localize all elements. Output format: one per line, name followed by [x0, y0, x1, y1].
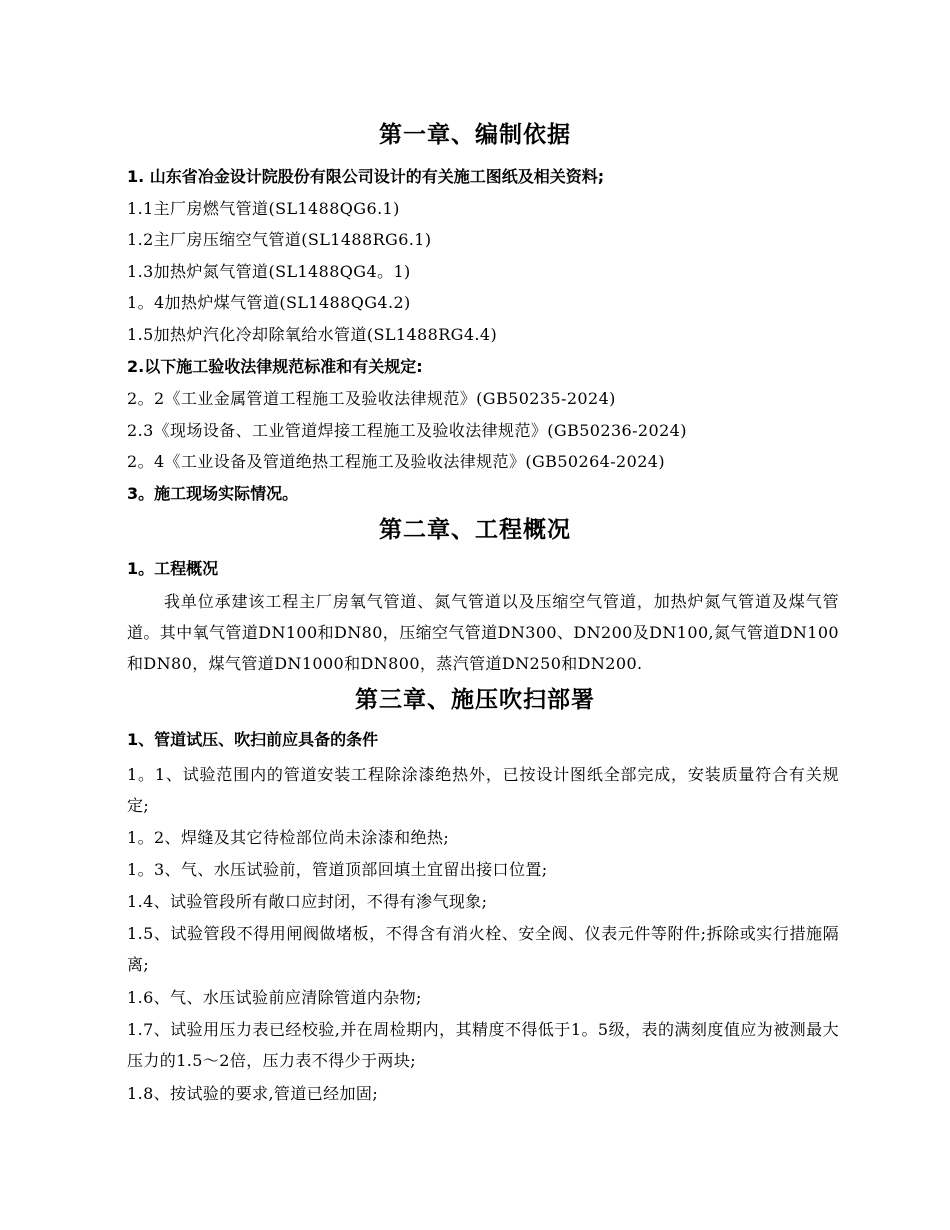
section-3-heading: 3。施工现场实际情况。 — [127, 484, 299, 503]
item-2-4: 2。4《工业设备及管道绝热工程施工及验收法律规范》(GB50264-2024) — [127, 452, 666, 471]
condition-1-5: 1.5、试验管段不得用闸阀做堵板，不得含有消火栓、安全阀、仪表元件等附件;拆除或实行措施隔离; — [127, 924, 839, 974]
item-2-2: 2。2《工业金属管道工程施工及验收法律规范》(GB50235-2024) — [127, 389, 616, 408]
condition-1-6: 1.6、气、水压试验前应清除管道内杂物; — [127, 988, 422, 1007]
condition-1-7: 1.7、试验用压力表已经校验,并在周检期内，其精度不得低于1。5级，表的满刻度值应为被测最大压力的1.5～2倍，压力表不得少于两块; — [127, 1020, 839, 1070]
chapter-1-title: 第一章、编制依据 — [379, 122, 571, 148]
item-1-2: 1.2主厂房压缩空气管道(SL1488RG6.1) — [127, 230, 432, 249]
project-overview-paragraph: 我单位承建该工程主厂房氧气管道、氮气管道以及压缩空气管道，加热炉氮气管道及煤气管道。其中氧气管道DN100和DN80，压缩空气管道DN300、DN200及DN100,氮气管道DN100和DN80，煤气管道DN1000和DN800，蒸汽管道DN250和DN200. — [127, 592, 839, 673]
chapter-2-title: 第二章、工程概况 — [379, 517, 571, 543]
item-1-3: 1.3加热炉氮气管道(SL1488QG4。1) — [127, 262, 411, 281]
condition-1-4: 1.4、试验管段所有敞口应封闭，不得有渗气现象; — [127, 892, 488, 911]
condition-1-2: 1。2、焊缝及其它待检部位尚未涂漆和绝热; — [127, 828, 450, 847]
item-1-1: 1.1主厂房燃气管道(SL1488QG6.1) — [127, 199, 400, 218]
condition-1-3: 1。3、气、水压试验前，管道顶部回填土宜留出接口位置; — [127, 860, 548, 879]
condition-1-8: 1.8、按试验的要求,管道已经加固; — [127, 1084, 379, 1103]
item-1-5: 1.5加热炉汽化冷却除氧给水管道(SL1488RG4.4) — [127, 325, 498, 344]
conditions-heading: 1、管道试压、吹扫前应具备的条件 — [127, 730, 379, 749]
item-1-4: 1。4加热炉煤气管道(SL1488QG4.2) — [127, 293, 411, 312]
item-2-3: 2.3《现场设备、工业管道焊接工程施工及验收法律规范》(GB50236-2024) — [127, 421, 687, 440]
condition-1-1: 1。1、试验范围内的管道安装工程除涂漆绝热外，已按设计图纸全部完成，安装质量符合有关规定; — [127, 765, 839, 815]
section-2-heading: 2.以下施工验收法律规范标准和有关规定: — [127, 357, 423, 376]
section-1-heading: 1. 山东省冶金设计院股份有限公司设计的有关施工图纸及相关资料; — [127, 167, 605, 186]
project-overview-heading: 1。工程概况 — [127, 559, 219, 578]
chapter-3-title: 第三章、施压吹扫部署 — [355, 687, 595, 713]
